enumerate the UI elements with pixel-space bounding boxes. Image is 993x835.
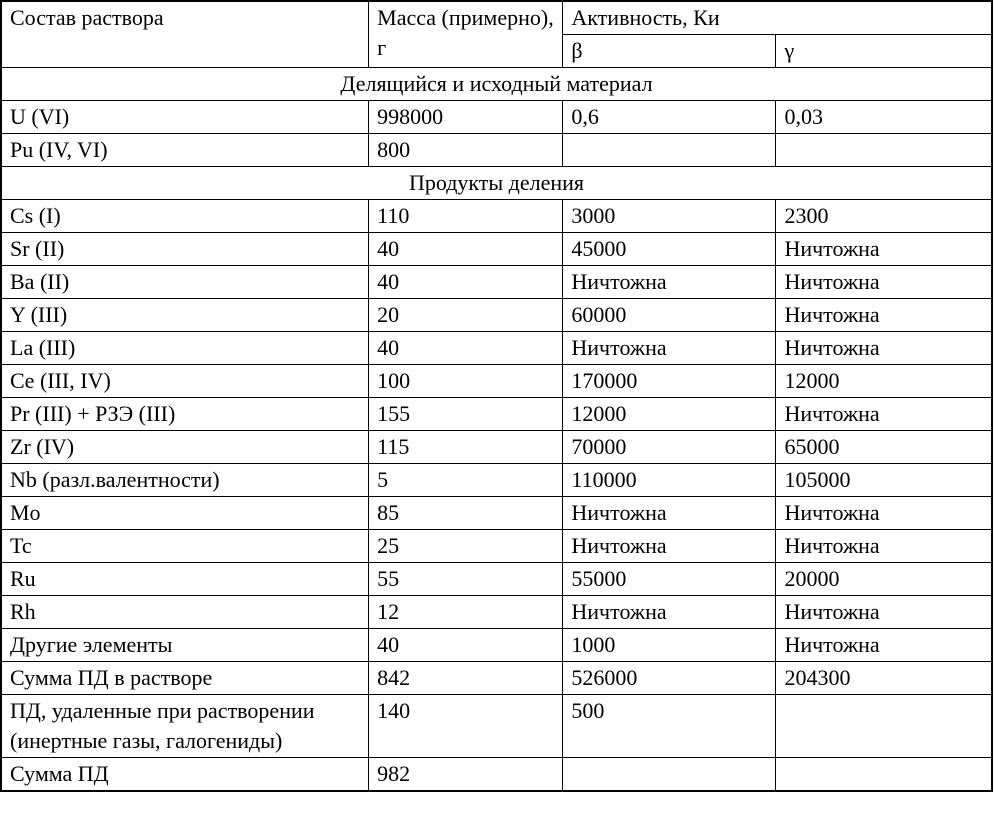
cell-mass: 982 xyxy=(369,758,563,792)
cell-mass: 110 xyxy=(369,200,563,233)
cell-composition: Pu (IV, VI) xyxy=(1,134,369,167)
cell-mass: 155 xyxy=(369,398,563,431)
cell-gamma: 65000 xyxy=(776,431,992,464)
cell-gamma: Ничтожна xyxy=(776,629,992,662)
cell-mass: 842 xyxy=(369,662,563,695)
cell-gamma: 12000 xyxy=(776,365,992,398)
cell-gamma: Ничтожна xyxy=(776,398,992,431)
cell-beta: 170000 xyxy=(563,365,776,398)
cell-gamma xyxy=(776,134,992,167)
table-row xyxy=(1,101,992,134)
table-header xyxy=(1,1,992,68)
cell-mass: 25 xyxy=(369,530,563,563)
cell-beta: 45000 xyxy=(563,233,776,266)
cell-gamma: Ничтожна xyxy=(776,299,992,332)
cell-mass: 40 xyxy=(369,233,563,266)
cell-beta: Ничтожна xyxy=(563,530,776,563)
table-row xyxy=(1,629,992,662)
cell-beta: 526000 xyxy=(563,662,776,695)
table-row xyxy=(1,497,992,530)
cell-beta: Ничтожна xyxy=(563,266,776,299)
table-row xyxy=(1,563,992,596)
cell-mass: 12 xyxy=(369,596,563,629)
cell-mass: 115 xyxy=(369,431,563,464)
cell-gamma: 0,03 xyxy=(776,101,992,134)
cell-composition: Tc xyxy=(1,530,369,563)
table-row xyxy=(1,530,992,563)
cell-composition: Zr (IV) xyxy=(1,431,369,464)
header-mass: Масса (примерно), г xyxy=(369,1,563,68)
cell-beta: Ничтожна xyxy=(563,497,776,530)
cell-beta: 70000 xyxy=(563,431,776,464)
cell-composition: Y (III) xyxy=(1,299,369,332)
cell-composition: La (III) xyxy=(1,332,369,365)
table-row xyxy=(1,662,992,695)
cell-gamma: Ничтожна xyxy=(776,530,992,563)
cell-mass: 800 xyxy=(369,134,563,167)
cell-gamma: 105000 xyxy=(776,464,992,497)
cell-beta: Ничтожна xyxy=(563,332,776,365)
cell-mass: 40 xyxy=(369,332,563,365)
cell-composition: Mo xyxy=(1,497,369,530)
table-row xyxy=(1,596,992,629)
cell-composition: U (VI) xyxy=(1,101,369,134)
cell-mass: 100 xyxy=(369,365,563,398)
table-row xyxy=(1,365,992,398)
cell-composition: Rh xyxy=(1,596,369,629)
cell-mass: 998000 xyxy=(369,101,563,134)
header-beta: β xyxy=(563,35,776,68)
cell-gamma: Ничтожна xyxy=(776,596,992,629)
cell-composition: ПД, удаленные при растворении (инертные газы, галогениды) xyxy=(1,695,369,758)
cell-gamma: 20000 xyxy=(776,563,992,596)
cell-beta: 500 xyxy=(563,695,776,758)
cell-composition: Другие элементы xyxy=(1,629,369,662)
table-row xyxy=(1,398,992,431)
cell-composition: Pr (III) + РЗЭ (III) xyxy=(1,398,369,431)
section-label: Делящийся и исходный материал xyxy=(1,68,992,101)
header-row-1 xyxy=(1,1,992,35)
section-label: Продукты деления xyxy=(1,167,992,200)
cell-gamma: Ничтожна xyxy=(776,497,992,530)
table-row xyxy=(1,758,992,792)
cell-mass: 40 xyxy=(369,266,563,299)
cell-beta: 60000 xyxy=(563,299,776,332)
cell-mass: 5 xyxy=(369,464,563,497)
cell-composition: Сумма ПД xyxy=(1,758,369,792)
cell-composition: Сумма ПД в растворе xyxy=(1,662,369,695)
cell-mass: 40 xyxy=(369,629,563,662)
cell-composition: Nb (разл.валентности) xyxy=(1,464,369,497)
header-composition: Состав раствора xyxy=(1,1,369,68)
cell-mass: 85 xyxy=(369,497,563,530)
cell-gamma: Ничтожна xyxy=(776,233,992,266)
cell-gamma xyxy=(776,695,992,758)
header-gamma: γ xyxy=(776,35,992,68)
cell-gamma xyxy=(776,758,992,792)
cell-mass: 55 xyxy=(369,563,563,596)
section-row xyxy=(1,167,992,200)
table-row xyxy=(1,266,992,299)
table-row xyxy=(1,233,992,266)
cell-beta xyxy=(563,134,776,167)
cell-beta: Ничтожна xyxy=(563,596,776,629)
cell-gamma: 204300 xyxy=(776,662,992,695)
cell-composition: Cs (I) xyxy=(1,200,369,233)
cell-gamma: 2300 xyxy=(776,200,992,233)
cell-beta: 12000 xyxy=(563,398,776,431)
cell-beta: 1000 xyxy=(563,629,776,662)
cell-mass: 20 xyxy=(369,299,563,332)
table-row xyxy=(1,200,992,233)
cell-mass: 140 xyxy=(369,695,563,758)
table-row xyxy=(1,695,992,758)
table-row xyxy=(1,431,992,464)
cell-composition: Ce (III, IV) xyxy=(1,365,369,398)
section-row xyxy=(1,68,992,101)
cell-gamma: Ничтожна xyxy=(776,266,992,299)
cell-beta: 3000 xyxy=(563,200,776,233)
table-row xyxy=(1,134,992,167)
table-row xyxy=(1,299,992,332)
table-row xyxy=(1,332,992,365)
table-row xyxy=(1,464,992,497)
cell-beta: 110000 xyxy=(563,464,776,497)
cell-beta xyxy=(563,758,776,792)
header-activity: Активность, Ки xyxy=(563,1,992,35)
cell-composition: Ru xyxy=(1,563,369,596)
cell-composition: Ba (II) xyxy=(1,266,369,299)
cell-composition: Sr (II) xyxy=(1,233,369,266)
table-body xyxy=(1,68,992,792)
cell-beta: 0,6 xyxy=(563,101,776,134)
cell-gamma: Ничтожна xyxy=(776,332,992,365)
cell-beta: 55000 xyxy=(563,563,776,596)
